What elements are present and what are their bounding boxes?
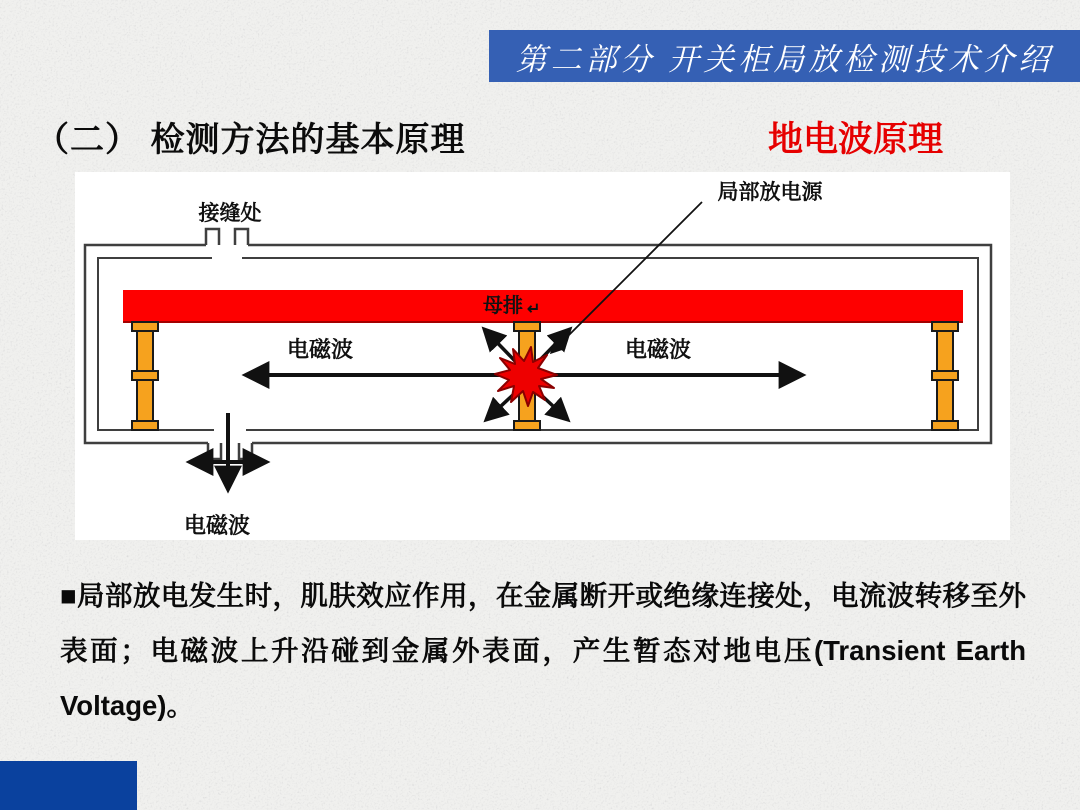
em-wave-label-right: 电磁波 [624,337,692,362]
busbar-bar [123,290,963,322]
em-wave-label-bottom: 电磁波 [183,513,251,538]
seam-emission-arrows [191,413,265,488]
discharge-starburst [495,347,557,406]
bottom-accent-block [0,761,137,810]
seam-label: 接缝处 [198,202,262,225]
insulator-left [132,322,158,430]
page-title-highlight: 地电波原理 [768,120,944,159]
insulator-right [932,322,958,430]
section-header-banner [489,30,1080,82]
page-title: （二） 检测方法的基本原理 [35,121,466,159]
diagram-canvas [75,172,1010,540]
body-paragraph: ■局部放电发生时，肌肤效应作用，在金属断开或绝缘连接处，电流波转移至外表面；电磁波上升沿碰到金属外表面，产生暂态对地电压(Transient Earth Voltage)。 [60,580,1026,721]
em-wave-label-left: 电磁波 [286,337,354,362]
pd-source-label: 局部放电源 [717,181,823,204]
seam-top-flanges [206,229,248,245]
busbar-label: 母排 [483,295,523,317]
enclosure-outer-wall [85,245,991,443]
enclosure-inner-wall [98,258,978,430]
pd-source-pointer-line [552,202,702,352]
busbar-return-mark: ↵ [527,301,541,318]
section-header-title: 第二部分 开关柜局放检测技术介绍 [515,41,1054,77]
tev-principle-diagram [75,172,1010,540]
